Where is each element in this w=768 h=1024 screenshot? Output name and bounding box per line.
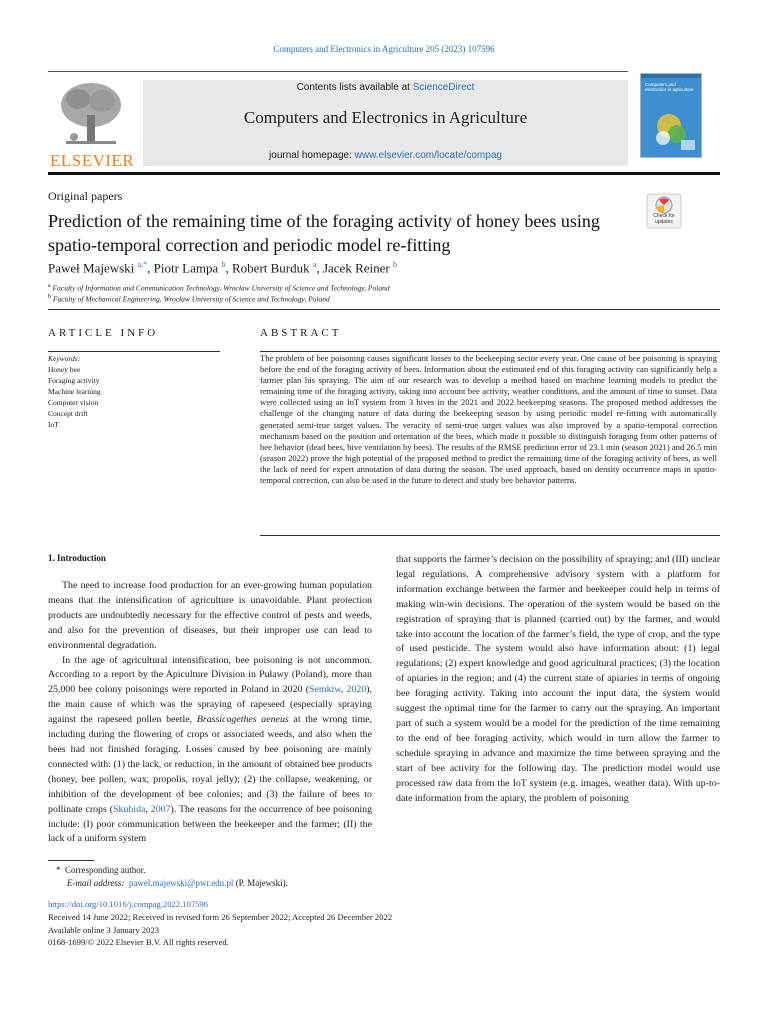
publisher-wordmark: ELSEVIER [50,151,135,170]
author-name[interactable]: Jacek Reiner [322,260,390,276]
author-name[interactable]: Robert Burduk [232,260,310,276]
paragraph-text: at the wrong time, including during the flowering of crops or associated weeds, and also when the bees had not finished foraging. Losses caused by bee poisoning are mainly connected with: (1) the lack, or reduction, in the amount of obtained bee products (honey, bee pollen, wax, propolis, royal jelly); (2) the collapse, weakening, or inhibition of the development of bee colonies; and (3) the failure of bees to pollinate crops ( [48,714,372,815]
author-sup[interactable]: b [221,260,226,269]
paragraph-text: ), the main cause of which was the spraying of rapeseed (especially spraying against the rapeseed pollen beetle, [48,684,373,726]
masthead-top-rule [48,71,628,72]
contents-line [143,82,628,93]
affiliation-b [48,294,330,304]
email-suffix: (P. Majewski). [235,878,288,888]
citation-year-link[interactable]: 2020 [346,684,367,696]
homepage-prefix: journal homepage: [269,150,355,161]
paragraph: In the age of agricultural intensification, bee poisoning is not uncommon. According to a report by the Apiculture Division in Puławy (Poland), more than 25,000 bee colony poisonings were reported in Poland in 2020 (Semkiw, 2020), the main cause of which was the spraying of rapeseed (especially spraying against the rapeseed pollen beetle, Brassicogethes aeneus at the wrong time, including during the flowering of crops or associated weeds, and also when the bees had not finished foraging. Losses caused by bee poisoning are mainly connected with: (1) the lack, or reduction, in the amount of obtained bee products (honey, bee pollen, wax, propolis, royal jelly); (2) the collapse, weakening, or inhibition of the development of bee colonies; and (3) the failure of bees to pollinate crops (Skubida, 2007). The reasons for the occurrence of bee poisoning include: (I) poor communication between the beekeeper and the farmer; (II) the lack of a uniform system [48,654,373,845]
crossmark-label[interactable]: Check for updates [653,213,675,225]
keyword-item: Computer vision [48,398,99,407]
article-info-heading: ARTICLE INFO [48,327,159,339]
paragraph: that supports the farmer’s decision on the possibility of spraying; and (III) unclear legal regulations. A comprehensive advisory system with a platform for information exchange between the farmer and beekeeper could help in terms of making win-win decisions. The operation of the system would be based on the registration of spraying that is planned (carried out) by the farmer, and would take into account the location of the farmer’s field, the type of crop, and the type of used pesticide. The system would also have information about: (1) legal regulations; (2) expert knowledge and good agricultural practices; (3) the location of apiaries in the region; and (4) the current state of apiaries in terms of ongoing bee foraging activity. Taking into account the input data, the system would suggest the optimal time for the farmer to carry out the spraying. An important part of such a system would be a model for the prediction of the time remaining to the end of bee foraging activity, which would in turn allow the farmer to schedule spraying in advance and maximize the time between spraying and the start of bee activity for the following day. The prediction model would use processed raw data from the IoT system (e.g. images, weather data). With up-to-date information from the apiary, the problem of poisoning [396,554,720,804]
author-sup[interactable]: b [392,260,397,269]
footnote-corresponding [56,865,146,875]
keywords-block [48,353,220,430]
body-column-right [396,553,720,806]
masthead-band [143,80,628,166]
keywords-label: Keywords: [48,354,81,363]
article-info-rule [48,351,220,352]
footnote-mark: * [56,865,61,875]
section-type: Original papers [48,189,123,203]
abstract-heading: ABSTRACT [260,327,342,339]
cover-art-icon [641,74,701,157]
footnote-rule [48,860,94,861]
author-sup[interactable]: a,* [137,260,148,269]
citation-link[interactable]: Semkiw [309,684,341,696]
affiliation-sup: a [48,283,51,289]
corresponding-label: Corresponding author. [65,865,146,875]
journal-cover[interactable] [640,73,702,158]
elsevier-logo[interactable] [48,79,135,170]
homepage-line [143,150,628,161]
author-sup[interactable]: a [312,260,317,269]
sciencedirect-link[interactable]: ScienceDirect [412,82,475,93]
received-dates: Received 14 June 2022; Received in revised form 26 September 2022; Accepted 26 December 2022 [48,912,393,922]
journal-name: Computers and Electronics in Agriculture [243,108,528,127]
citation-link[interactable]: Skubida [113,803,146,815]
keyword-item: IoT [48,420,59,429]
keyword-item: Concept drift [48,409,88,418]
body-column-left [48,579,372,847]
footnote-email [67,878,288,888]
section-heading-introduction: 1. Introduction [48,553,106,563]
keyword-item: Machine learning [48,387,101,396]
header-divider [48,309,720,310]
abstract-text: The problem of bee poisoning causes significant losses to the beekeeping sector every year. One cause of bee poisoning is spraying before the end of the foraging activity of bees. Information about the estimated end of this foraging activity can significantly help a farmer plan his spraying. The aim of our research was to develop a method based on machine learning models to predict the remaining time of the foraging activity, taking into account bee activity, weather conditions, and the amount of time to sunset. Data were collected using an IoT system from 3 hives in the 2021 and 2022 beekeeping seasons. The proposed method addresses the challenge of the changing nature of data during the beekeeping season by using periodic model re-fitting with automatically generated semi-true target values. The veracity of semi-true target values was also improved by a spatio-temporal correction mechanism based on the position and orientation of the bees, which made it possible to distinguish foraging from other patterns of bee behavior (dead bees, hive ventilation by bees). The results of the RMSE prediction error of 23.1 min (season 2021) and 26.5 min (season 2022) prove the high potential of the proposed method to predict the remaining time of the foraging activity of bees, as well the lack of need for expert annotation of data during the season. The used approach, based on density occurrence maps in spatio-temporal correction, can also be used in the future to detect and study bee behavior patterns. [260,353,717,486]
author-name[interactable]: Piotr Lampa [153,260,219,276]
citation-year-link[interactable]: 2007 [150,803,171,815]
affiliation-a [48,283,390,293]
email-link[interactable]: pawel.majewski@pwr.edu.pl [128,878,234,888]
copyright-line: 0168-1699/© 2022 Elsevier B.V. All rights reserved. [48,937,229,947]
affiliation-text: Faculty of Mechanical Engineering, Wrocław University of Science and Technology, Poland [52,294,330,304]
author-name[interactable]: Paweł Majewski [48,260,135,276]
journal-homepage-link[interactable]: www.elsevier.com/locate/compag [354,150,502,161]
author-list: Paweł Majewski $^{a,*}$, Piotr Lampa $^b$, Robert Burduk $^a$, Jacek Reiner $^b$ [48,260,397,276]
affiliation-text: Faculty of Information and Communication Technology, Wrocław University of Science and Technology, Poland [52,283,390,293]
keyword-item: Foraging activity [48,376,100,385]
tree-icon [56,79,126,149]
masthead-bottom-rule [48,172,720,175]
doi-link[interactable]: https://doi.org/10.1016/j.compag.2022.107596 [48,899,209,909]
abstract-rule [260,351,720,352]
contents-prefix: Contents lists available at [296,82,413,93]
email-label: E-mail address: [67,878,125,888]
available-online: Available online 3 January 2023 [48,925,160,935]
cover-title: Computers and electronics in agriculture [645,82,694,93]
affiliation-sup: b [48,294,51,300]
paragraph-text: In the age of agricultural intensification, bee poisoning is not uncommon. According to a report by the Apiculture Division in Puławy (Poland), more than 25,000 bee colony poisonings were reported in Poland in 2020 ( [48,654,372,696]
keyword-item: Honey bee [48,365,81,374]
paragraph: The need to increase food production for an ever-growing human population means that the intensification of agriculture is unavoidable. Plant protection products are undoubtedly necessary for the effective control of pests and weeds, and also for the prevention of diseases, but their improper use can lead to environmental degradation. [48,580,372,651]
running-head[interactable]: Computers and Electronics in Agriculture 205 (2023) 107596 [273,44,495,54]
journal-masthead [48,71,720,171]
species-name: Brassicogethes aeneus [196,714,289,726]
paragraph-text: ). The reasons for the occurrence of bee poisoning include: (I) poor communication between the beekeeper and the farmer; (II) the lack of a uniform system [48,803,373,845]
abstract-bottom-rule [260,535,720,536]
article-title: Prediction of the remaining time of the foraging activity of honey bees using spatio-temporal correction and periodic model re-fitting [48,211,600,255]
